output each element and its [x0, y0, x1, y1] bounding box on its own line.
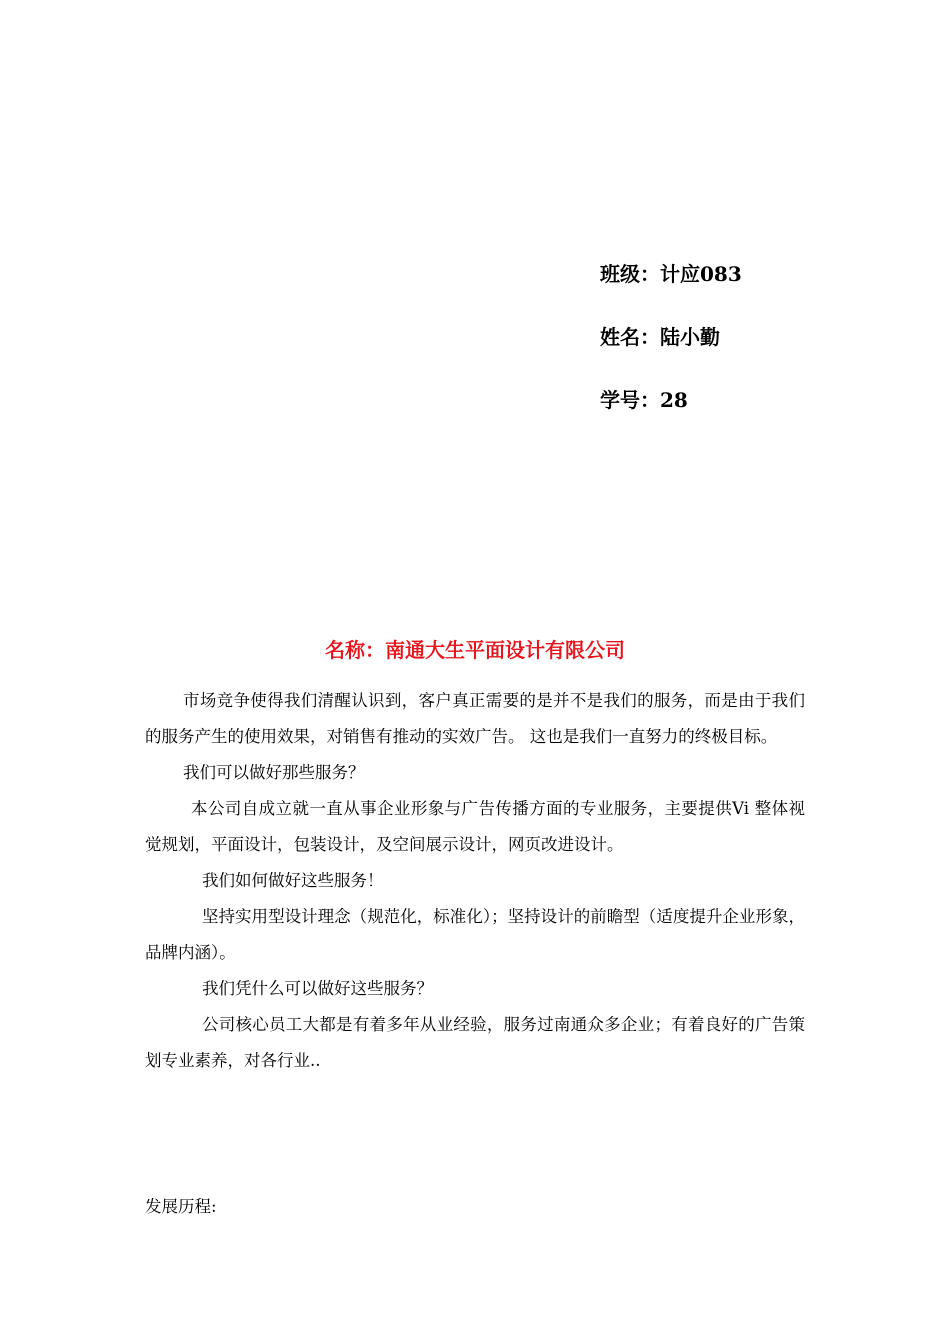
student-id-value: 28 [660, 388, 688, 412]
class-value: 计应083 [660, 262, 742, 286]
name-value: 陆小勤 [660, 325, 720, 349]
student-id-label: 学号： [600, 388, 660, 412]
student-info-block [600, 258, 920, 447]
name-line [600, 321, 920, 353]
services-question: 我们可以做好那些服务？ [183, 763, 365, 782]
how-question: 我们如何做好这些服务！ [202, 871, 384, 890]
how-paragraph: 坚持实用型设计理念（规范化，标准化）；坚持设计的前瞻型（适度提升企业形象，品牌内涵）。 [145, 907, 805, 962]
intro-paragraph: 市场竞争使得我们清醒认识到，客户真正需要的是并不是我们的服务，而是由于我们的服务产生的使用效果，对销售有推动的实效广告。 这也是我们一直努力的终极目标。 [145, 691, 805, 746]
name-label: 姓名： [600, 325, 660, 349]
history-heading: 发展历程: [145, 1197, 217, 1216]
services-paragraph: 本公司自成立就一直从事企业形象与广告传播方面的专业服务，主要提供Vi 整体视觉规划，平面设计，包装设计，及空间展示设计，网页改进设计。 [145, 799, 805, 854]
why-question: 我们凭什么可以做好这些服务？ [202, 979, 433, 998]
class-line [600, 258, 920, 290]
why-paragraph: 公司核心员工大都是有着多年从业经验，服务过南通众多企业；有着良好的广告策划专业素养，对各行业.. [145, 1015, 805, 1070]
student-id-line [600, 384, 920, 416]
company-title: 名称：南通大生平面设计有限公司 [325, 638, 625, 662]
class-label: 班级： [600, 262, 660, 286]
document-body [145, 683, 805, 1079]
